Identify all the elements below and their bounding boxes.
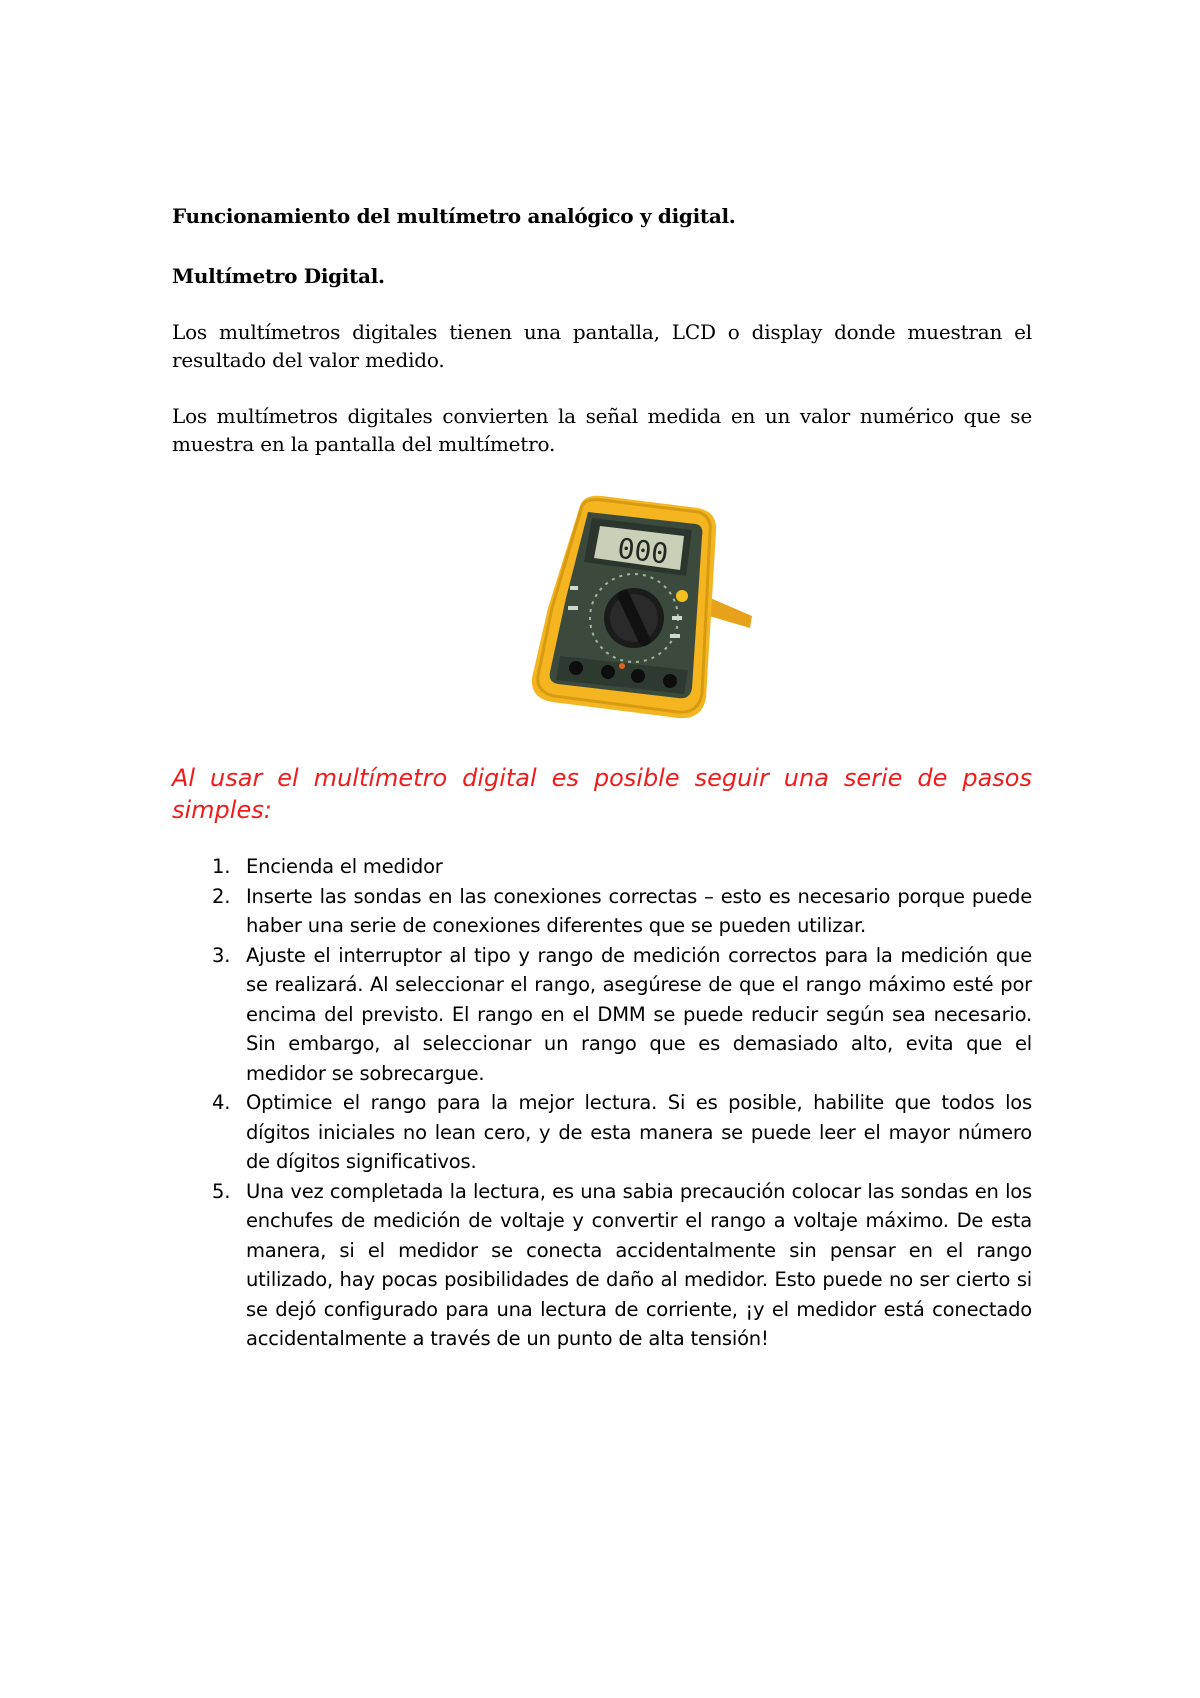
paragraph-2: Los multímetros digitales convierten la señal medida en un valor numérico que se muestra en la pantalla del multímetro.	[172, 404, 1032, 456]
section-heading: Multímetro Digital.	[172, 264, 385, 288]
multimeter-illustration	[522, 488, 762, 732]
jack-4	[663, 674, 677, 688]
steps-list	[172, 852, 1032, 1354]
step-number: 5.	[212, 1179, 231, 1203]
step-number: 1.	[212, 855, 231, 878]
jack-2	[601, 665, 615, 679]
step-text: Una vez completada la lectura, es una sabia precaución colocar las sondas en los enchufes de medición de voltaje y convertir el rango a voltaje máximo. De esta manera, si el medidor se conecta accidentalmente sin pensar en el rango utilizado, hay pocas posibilidades de daño al medidor. Esto puede no ser cierto si se dejó configurado para una lectura de corriente, ¡y el medidor está conectado accidentalmente a través de un punto de alta tensión!	[246, 1179, 1032, 1350]
multimeter-image	[522, 488, 762, 732]
list-item	[172, 941, 1032, 1089]
document-title: Funcionamiento del multímetro analógico y digital.	[172, 204, 736, 228]
jack-3	[631, 669, 645, 683]
steps-intro: Al usar el multímetro digital es posible seguir una serie de pasos simples:	[172, 764, 1032, 824]
step-text: Encienda el medidor	[246, 855, 443, 878]
list-item	[172, 882, 1032, 941]
lcd-reading: 000	[615, 531, 671, 571]
paragraph-1: Los multímetros digitales tienen una pantalla, LCD o display donde muestran el resultado del valor medido.	[172, 320, 1032, 372]
list-item	[172, 852, 1032, 882]
step-number: 4.	[212, 1091, 231, 1114]
step-text: Optimice el rango para la mejor lectura. Si es posible, habilite que todos los dígitos iniciales no lean cero, y de esta manera se puede leer el mayor número de dígitos significativos.	[246, 1091, 1032, 1173]
step-text: Inserte las sondas en las conexiones correctas – esto es necesario porque puede haber una serie de conexiones diferentes que se pueden utilizar.	[246, 884, 1032, 937]
list-item	[172, 1177, 1032, 1354]
jack-1	[569, 661, 583, 675]
list-item	[172, 1088, 1032, 1177]
hold-button	[676, 590, 688, 602]
step-number: 3.	[212, 943, 231, 967]
step-text: Ajuste el interruptor al tipo y rango de medición correctos para la medición que se realizará. Al seleccionar el rango, asegúrese de que el rango máximo esté por encima del previsto. El rango en el DMM se puede reducir según sea necesario. Sin embargo, al seleccionar un rango que es demasiado alto, evita que el medidor se sobrecargue.	[246, 943, 1032, 1085]
step-number: 2.	[212, 884, 231, 908]
